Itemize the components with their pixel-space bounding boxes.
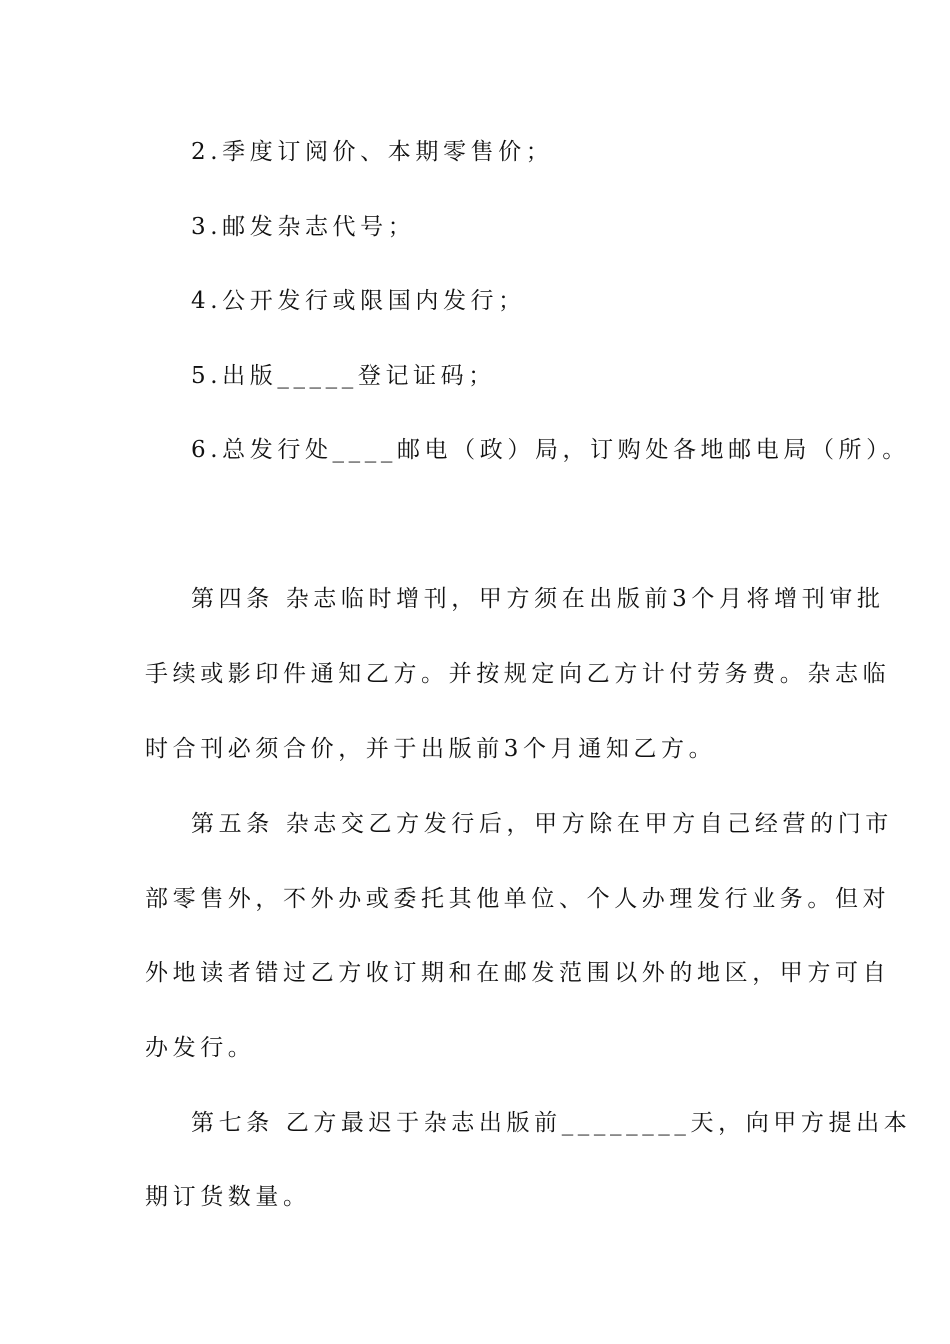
article-7-line-2: 期订货数量。 [145, 1184, 311, 1210]
article-4-line-2: 手续或影印件通知乙方。并按规定向乙方计付劳务费。杂志临 [145, 661, 891, 687]
article-4-line-3: 时合刊必须合价，并于出版前3个月通知乙方。 [145, 736, 717, 762]
list-item-magazine-code: 3.邮发杂志代号； [191, 214, 416, 240]
article-5-line-4: 办发行。 [145, 1035, 256, 1061]
list-item-distribution-office: 6.总发行处____邮电（政）局，订购处各地邮电局（所）。 [191, 437, 910, 463]
article-7-line-1: 第七条 乙方最迟于杂志出版前________天，向甲方提出本 [191, 1110, 912, 1136]
article-5-line-3: 外地读者错过乙方收订期和在邮发范围以外的地区，甲方可自 [145, 960, 891, 986]
list-item-distribution-scope: 4.公开发行或限国内发行； [191, 288, 526, 314]
article-4-line-1: 第四条 杂志临时增刊，甲方须在出版前3个月将增刊审批 [191, 586, 885, 612]
list-item-subscription-price: 2.季度订阅价、本期零售价； [191, 139, 554, 165]
article-5-line-2: 部零售外，不外办或委托其他单位、个人办理发行业务。但对 [145, 886, 891, 912]
article-5-line-1: 第五条 杂志交乙方发行后，甲方除在甲方自己经营的门市 [191, 811, 893, 837]
list-item-registration-code: 5.出版_____登记证码； [191, 363, 496, 389]
